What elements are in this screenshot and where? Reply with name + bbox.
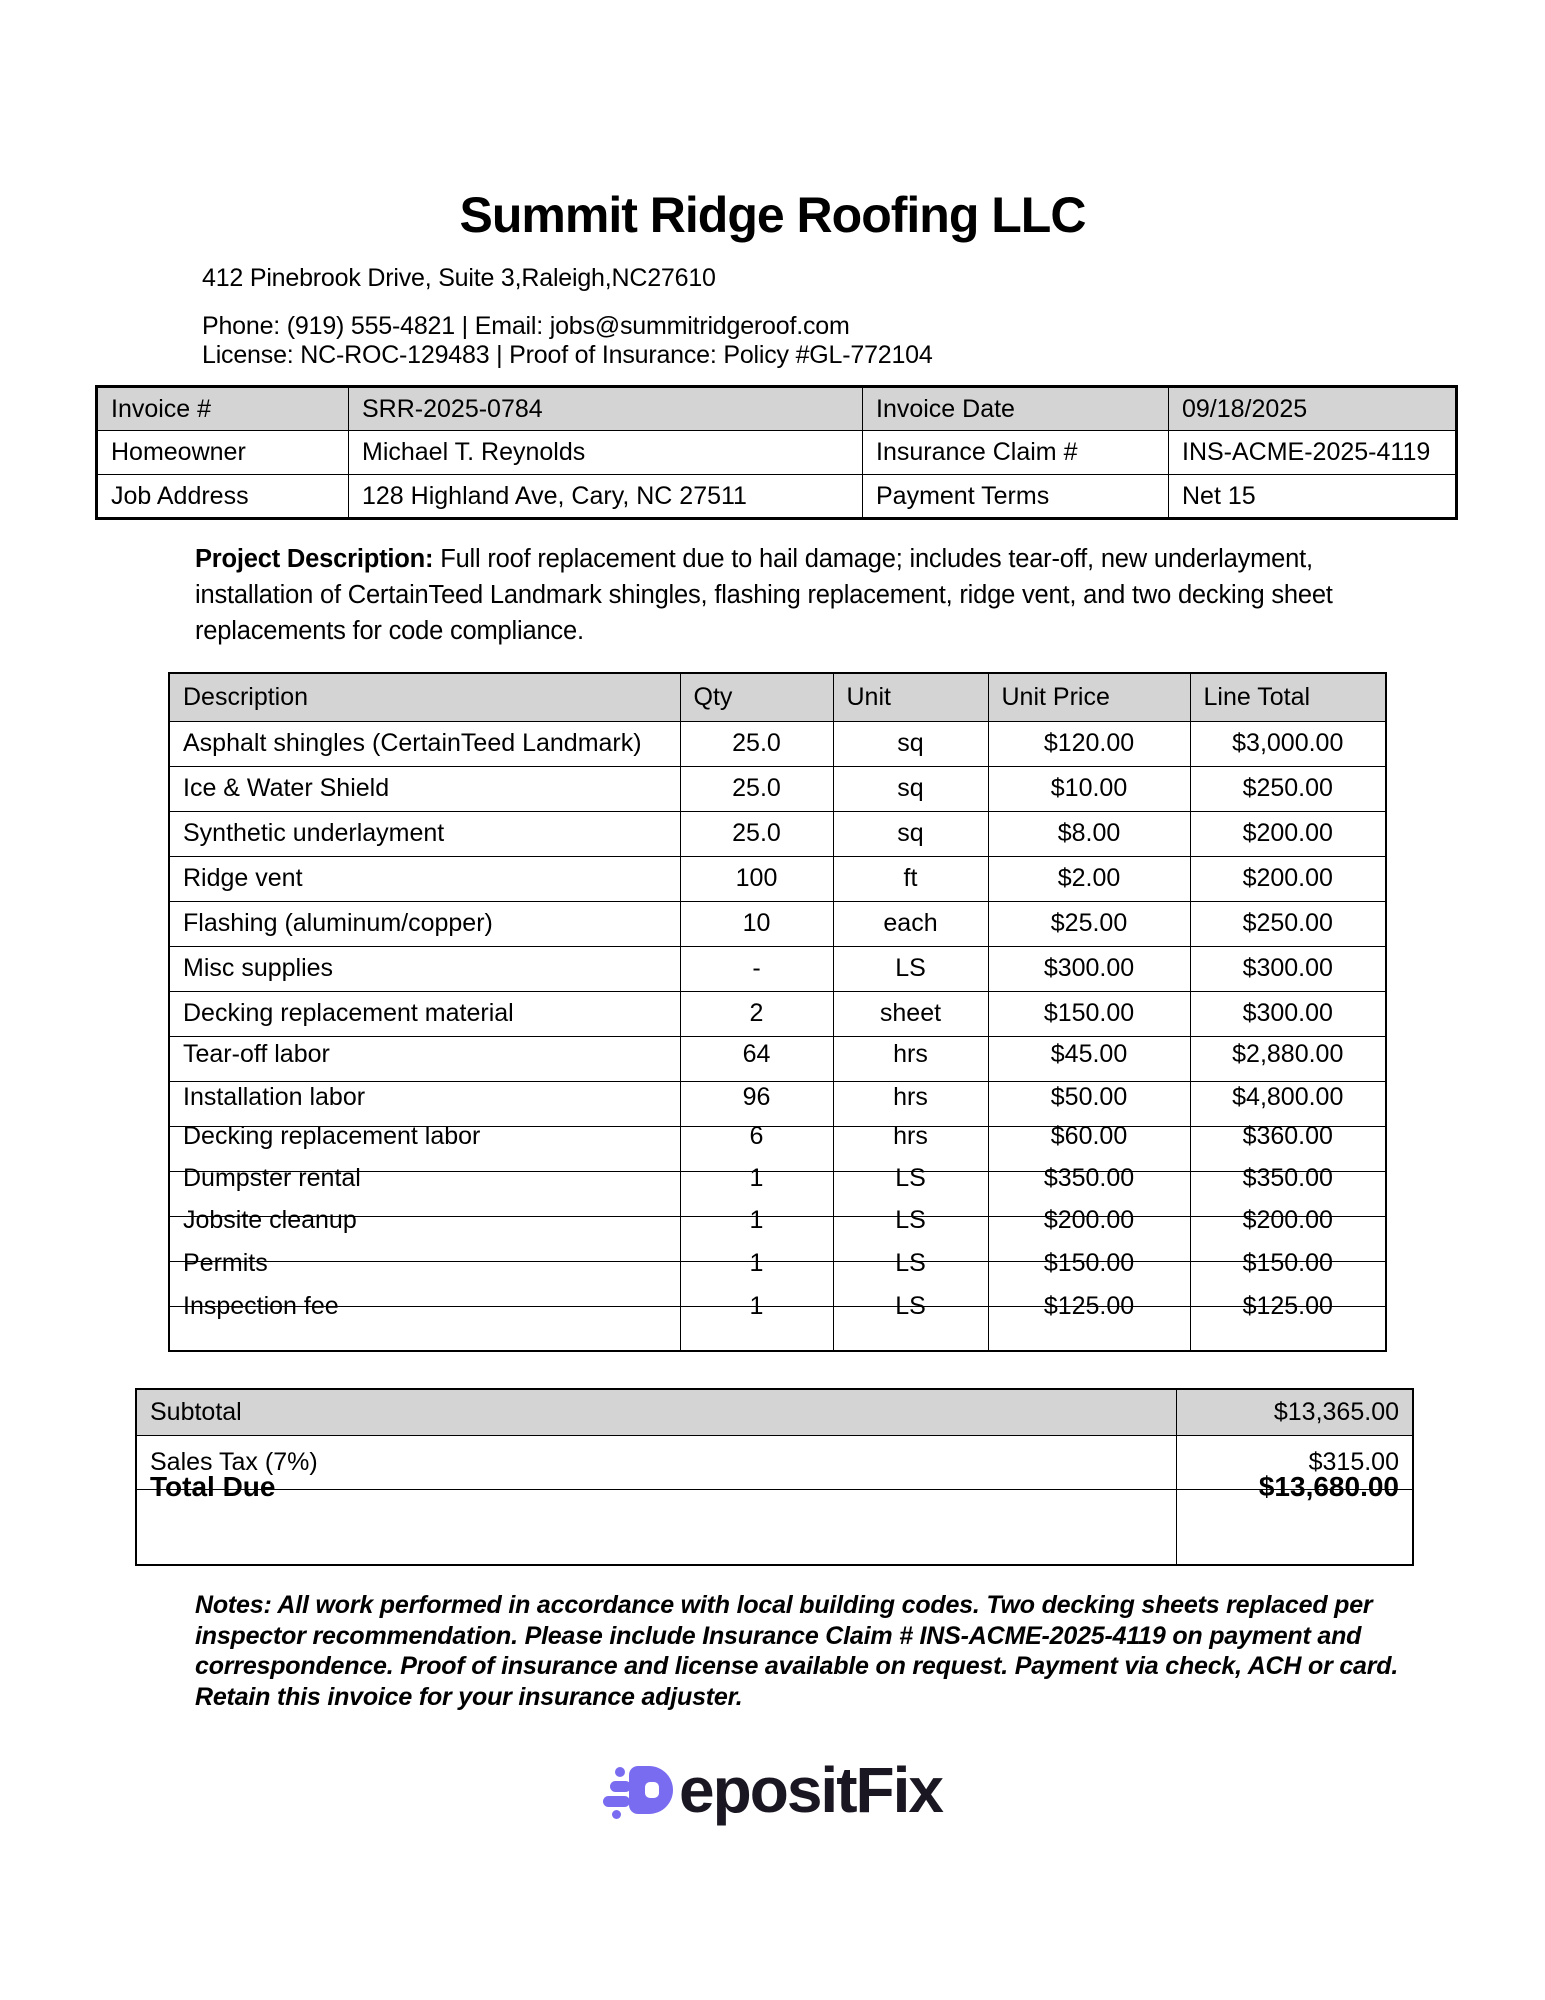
table-row [97,475,1457,519]
logo-speed-dash-icon [610,1781,631,1792]
table-header-row [169,673,1386,721]
item-qty: 6 [749,1122,764,1150]
item-line-total: $3,000.00 [1232,729,1344,757]
item-unit: sq [897,774,924,802]
project-description [195,541,1370,649]
item-unit-price: $45.00 [1050,1040,1128,1068]
item-unit-price: $10.00 [1050,774,1128,802]
invoice-number-label: Invoice # [97,387,349,431]
item-qty: 1 [749,1249,764,1277]
line-items-table [168,672,1387,1352]
license-line: License: NC-ROC-129483 | Proof of Insurance: Policy #GL-772104 [202,341,933,369]
table-row [169,721,1386,766]
company-name: Summit Ridge Roofing LLC [459,187,1086,243]
item-unit-price: $200.00 [1043,1206,1135,1234]
homeowner-value: Michael T. Reynolds [349,431,863,475]
col-description: Description [169,673,680,721]
col-unit-price: Unit Price [988,673,1190,721]
item-qty: 10 [742,909,771,937]
item-unit: LS [895,1249,926,1277]
item-line-total: $200.00 [1242,819,1333,847]
item-line-total: $125.00 [1242,1291,1333,1320]
item-line-total: $350.00 [1242,1164,1333,1192]
job-address-label: Job Address [97,475,349,519]
item-desc: Permits [183,1249,268,1277]
notes-paragraph: Notes: All work performed in accordance with local building codes. Two decking sheets replaced per inspector recommendation. Please include Insurance Claim # INS-ACME-2025-4119 on payment and correspondence. Proof of insurance and license available on request. Payment via check, ACH or card. Retain this invoice for your insurance adjuster. [195,1591,1399,1711]
table-row [169,856,1386,901]
item-desc: Misc supplies [183,954,334,982]
item-qty: 64 [742,1040,771,1068]
item-unit: hrs [893,1122,928,1150]
item-unit: each [883,909,938,937]
payment-terms-label: Payment Terms [863,475,1169,519]
item-unit-price: $25.00 [1050,909,1128,937]
item-qty: - [752,954,761,982]
subtotal-label: Subtotal [136,1389,1176,1435]
table-row [169,1216,1386,1261]
logo-d-hole [645,1782,659,1798]
item-qty: 25.0 [732,819,781,847]
table-row [169,1306,1386,1351]
logo-speed-dot-icon [615,1767,625,1777]
invoice-date-label: Invoice Date [863,387,1169,431]
table-row [169,946,1386,991]
table-row [97,387,1457,431]
sales-tax-value: $315.00 [1176,1435,1413,1489]
item-line-total: $4,800.00 [1232,1083,1344,1111]
job-address-value: 128 Highland Ave, Cary, NC 27511 [349,475,863,519]
item-desc: Jobsite cleanup [183,1206,357,1234]
item-unit-price: $2.00 [1057,864,1121,892]
subtotal-row [136,1389,1413,1435]
table-row [169,991,1386,1036]
table-row [169,901,1386,946]
item-unit-price: $150.00 [1043,1249,1135,1277]
item-unit: LS [895,1291,926,1320]
item-desc: Tear-off labor [183,1040,330,1068]
logo-speed-dot-icon [612,1810,621,1819]
item-unit: sheet [879,999,942,1027]
item-unit: LS [895,1164,926,1192]
item-desc: Synthetic underlayment [183,819,445,847]
item-qty: 1 [749,1291,764,1320]
item-desc: Flashing (aluminum/copper) [183,909,493,937]
item-desc: Ridge vent [183,864,303,892]
item-unit: LS [895,1206,926,1234]
item-desc: Asphalt shingles (CertainTeed Landmark) [183,729,642,757]
item-line-total: $360.00 [1242,1122,1333,1150]
item-unit-price: $300.00 [1043,954,1135,982]
item-unit-price: $8.00 [1057,819,1121,847]
total-due-value: $13,680.00 [1258,1470,1399,1502]
logo-speed-dash-icon [603,1796,630,1807]
item-line-total: $200.00 [1242,1206,1333,1234]
totals-table [135,1388,1414,1566]
item-desc: Installation labor [183,1083,366,1111]
item-unit: sq [897,729,924,757]
item-line-total: $200.00 [1242,864,1333,892]
col-qty: Qty [680,673,833,721]
depositfix-logo [0,1754,1545,1826]
company-address: 412 Pinebrook Drive, Suite 3,Raleigh,NC27610 [202,264,716,292]
col-unit: Unit [833,673,988,721]
item-unit-price: $120.00 [1043,729,1135,757]
project-description-label: Project Description: [195,545,434,573]
table-row [169,766,1386,811]
item-unit-price: $350.00 [1043,1164,1135,1192]
item-unit: sq [897,819,924,847]
total-due-row [136,1489,1413,1565]
logo-wordmark: epositFix [679,1754,942,1826]
item-unit-price: $125.00 [1043,1291,1135,1320]
item-qty: 2 [749,999,764,1027]
item-unit: ft [903,864,918,892]
item-qty: 100 [735,864,778,892]
item-unit-price: $60.00 [1050,1122,1128,1150]
table-row [169,811,1386,856]
insurance-claim-label: Insurance Claim # [863,431,1169,475]
table-row [169,1036,1386,1081]
insurance-claim-value: INS-ACME-2025-4119 [1169,431,1457,475]
item-qty: 1 [749,1164,764,1192]
col-line-total: Line Total [1190,673,1386,721]
item-desc: Dumpster rental [183,1164,361,1192]
item-unit: hrs [893,1040,928,1068]
homeowner-label: Homeowner [97,431,349,475]
phone-email-line: Phone: (919) 555-4821 | Email: jobs@summitridgeroof.com [202,312,850,340]
total-due-label: Total Due [150,1470,276,1502]
project-description-text: Full roof replacement due to hail damage; includes tear-off, new underlayment, installation of CertainTeed Landmark shingles, flashing replacement, ridge vent, and two decking sheet replacements for code compliance. [195,545,1333,645]
table-row [169,1261,1386,1306]
item-desc: Ice & Water Shield [183,774,390,802]
item-desc: Decking replacement labor [183,1122,481,1150]
item-qty: 25.0 [732,729,781,757]
item-line-total: $250.00 [1242,774,1333,802]
item-qty: 25.0 [732,774,781,802]
invoice-date-value: 09/18/2025 [1169,387,1457,431]
table-row [169,1081,1386,1126]
item-desc: Decking replacement material [183,999,514,1027]
item-line-total: $2,880.00 [1232,1040,1344,1068]
sales-tax-label: Sales Tax (7%) [136,1435,1176,1489]
item-line-total: $250.00 [1242,909,1333,937]
subtotal-value: $13,365.00 [1176,1389,1413,1435]
company-contact-block [202,312,933,370]
item-line-total: $150.00 [1242,1249,1333,1277]
invoice-number-value: SRR-2025-0784 [349,387,863,431]
payment-terms-value: Net 15 [1169,475,1457,519]
item-line-total: $300.00 [1242,954,1333,982]
item-qty: 1 [749,1206,764,1234]
item-unit-price: $50.00 [1050,1083,1128,1111]
sales-tax-row [136,1435,1413,1489]
item-unit-price: $150.00 [1043,999,1135,1027]
item-unit: hrs [893,1083,928,1111]
item-unit: LS [895,954,926,982]
invoice-info-table [95,385,1458,520]
item-line-total: $300.00 [1242,999,1333,1027]
item-qty: 96 [742,1083,771,1111]
item-desc: Inspection fee [183,1291,339,1320]
depositfix-d-icon [603,1764,675,1816]
table-row [97,431,1457,475]
